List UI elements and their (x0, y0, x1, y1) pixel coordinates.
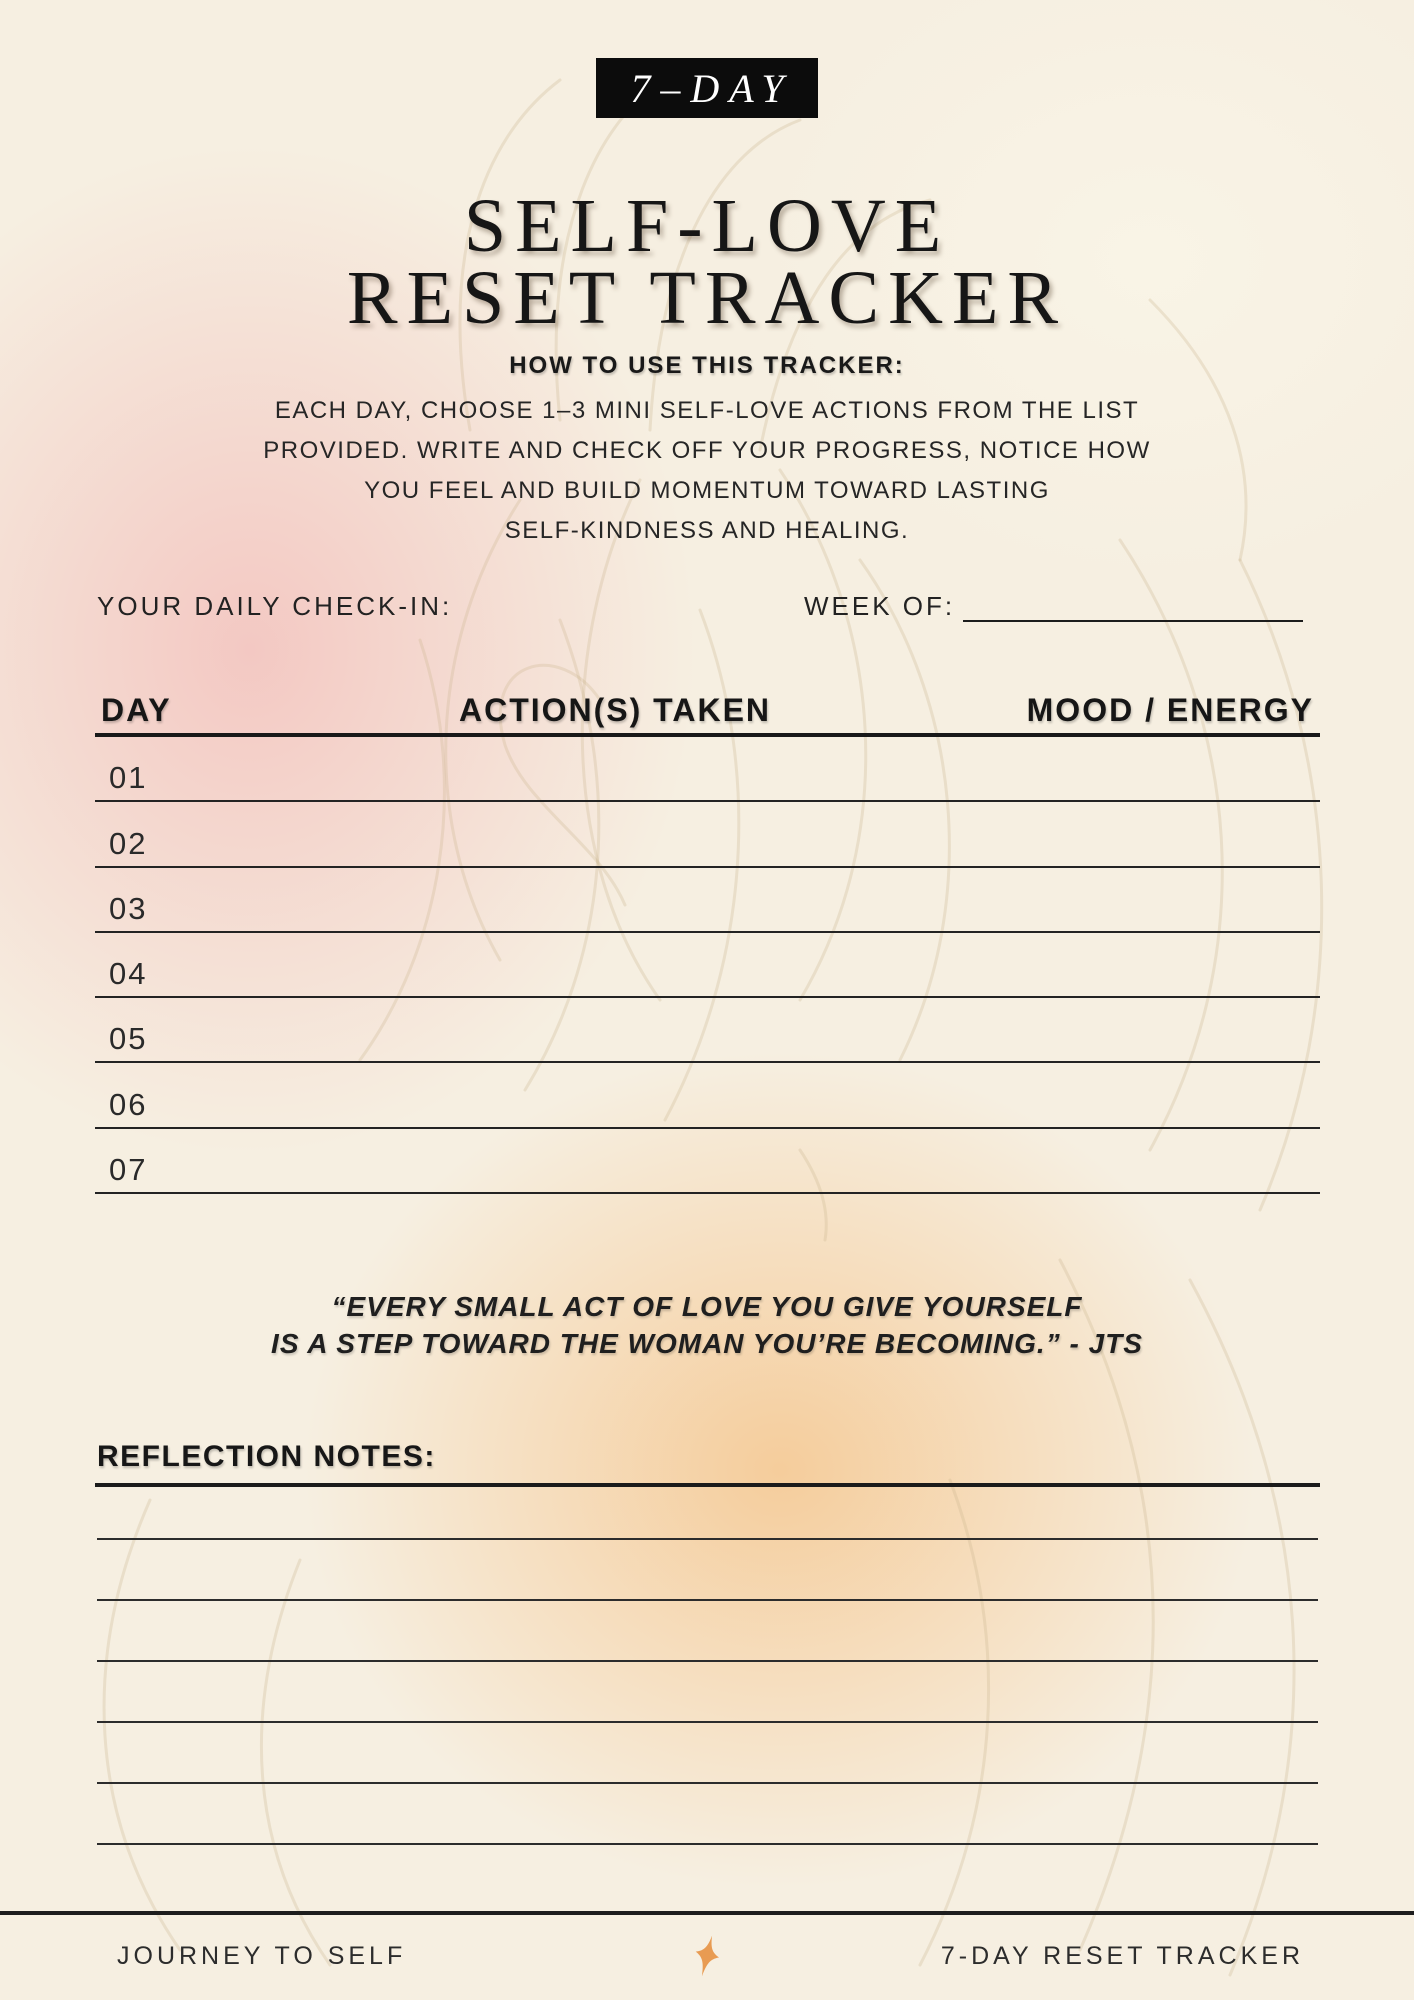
howto-paragraph (0, 391, 1414, 551)
table-row-day-06[interactable] (95, 1063, 1320, 1128)
table-row-day-01[interactable] (95, 737, 1320, 802)
reflection-note-line-3[interactable] (97, 1660, 1318, 1662)
sparkle-star-icon (689, 1934, 725, 1978)
howto-line: EACH DAY, CHOOSE 1–3 MINI SELF-LOVE ACTIONS FROM THE LIST (274, 397, 1140, 424)
day-number: 03 (109, 890, 148, 926)
reflection-note-line-2[interactable] (97, 1599, 1318, 1601)
quote-line1: “EVERY SMALL ACT OF LOVE YOU GIVE YOURSELF (331, 1291, 1083, 1322)
column-header-day: DAY (101, 692, 172, 728)
day-number: 01 (109, 760, 148, 796)
day-number: 06 (109, 1086, 148, 1122)
table-row-day-04[interactable] (95, 933, 1320, 998)
reflection-note-line-5[interactable] (97, 1782, 1318, 1784)
reflection-note-line-1[interactable] (97, 1538, 1318, 1540)
week-of-label: WEEK OF: (804, 591, 956, 621)
badge-label: 7–DAY (630, 65, 794, 111)
day-count-badge (596, 58, 818, 118)
inspirational-quote (0, 1288, 1414, 1362)
page-title-line2: RESET TRACKER (346, 256, 1068, 340)
page-title (0, 184, 1414, 340)
reflection-note-line-6[interactable] (97, 1843, 1318, 1845)
day-number: 07 (109, 1152, 148, 1188)
week-of-input-line[interactable] (963, 620, 1303, 622)
day-number: 05 (109, 1021, 148, 1057)
table-header-row (95, 692, 1320, 733)
footer-document-title: 7-DAY RESET TRACKER (940, 1942, 1304, 1970)
howto-line: SELF-KINDNESS AND HEALING. (504, 517, 910, 544)
footer-brand-text: JOURNEY TO SELF (117, 1942, 407, 1970)
reflection-note-line-4[interactable] (97, 1721, 1318, 1723)
daily-checkin-table (95, 692, 1320, 1194)
day-number: 02 (109, 825, 148, 861)
howto-line: YOU FEEL AND BUILD MOMENTUM TOWARD LASTING (364, 477, 1050, 504)
table-row-day-02[interactable] (95, 802, 1320, 867)
column-header-mood: MOOD / ENERGY (1026, 692, 1314, 728)
reflection-heading-rule (95, 1483, 1320, 1487)
day-number: 04 (109, 956, 148, 992)
table-row-day-05[interactable] (95, 998, 1320, 1063)
howto-heading: HOW TO USE THIS TRACKER: (509, 352, 905, 379)
reflection-notes-heading: REFLECTION NOTES: (97, 1440, 436, 1473)
footer-rule (0, 1911, 1414, 1915)
howto-line: PROVIDED. WRITE AND CHECK OFF YOUR PROGRESS, NOTICE HOW (263, 437, 1151, 464)
quote-line2: IS A STEP TOWARD THE WOMAN YOU’RE BECOMING.” - JTS (271, 1328, 1143, 1359)
column-header-actions: ACTION(S) TAKEN (458, 692, 772, 728)
daily-checkin-label: YOUR DAILY CHECK-IN: (97, 591, 453, 621)
table-row-day-07[interactable] (95, 1129, 1320, 1194)
page-title-line1: SELF-LOVE (463, 184, 951, 268)
table-row-day-03[interactable] (95, 868, 1320, 933)
